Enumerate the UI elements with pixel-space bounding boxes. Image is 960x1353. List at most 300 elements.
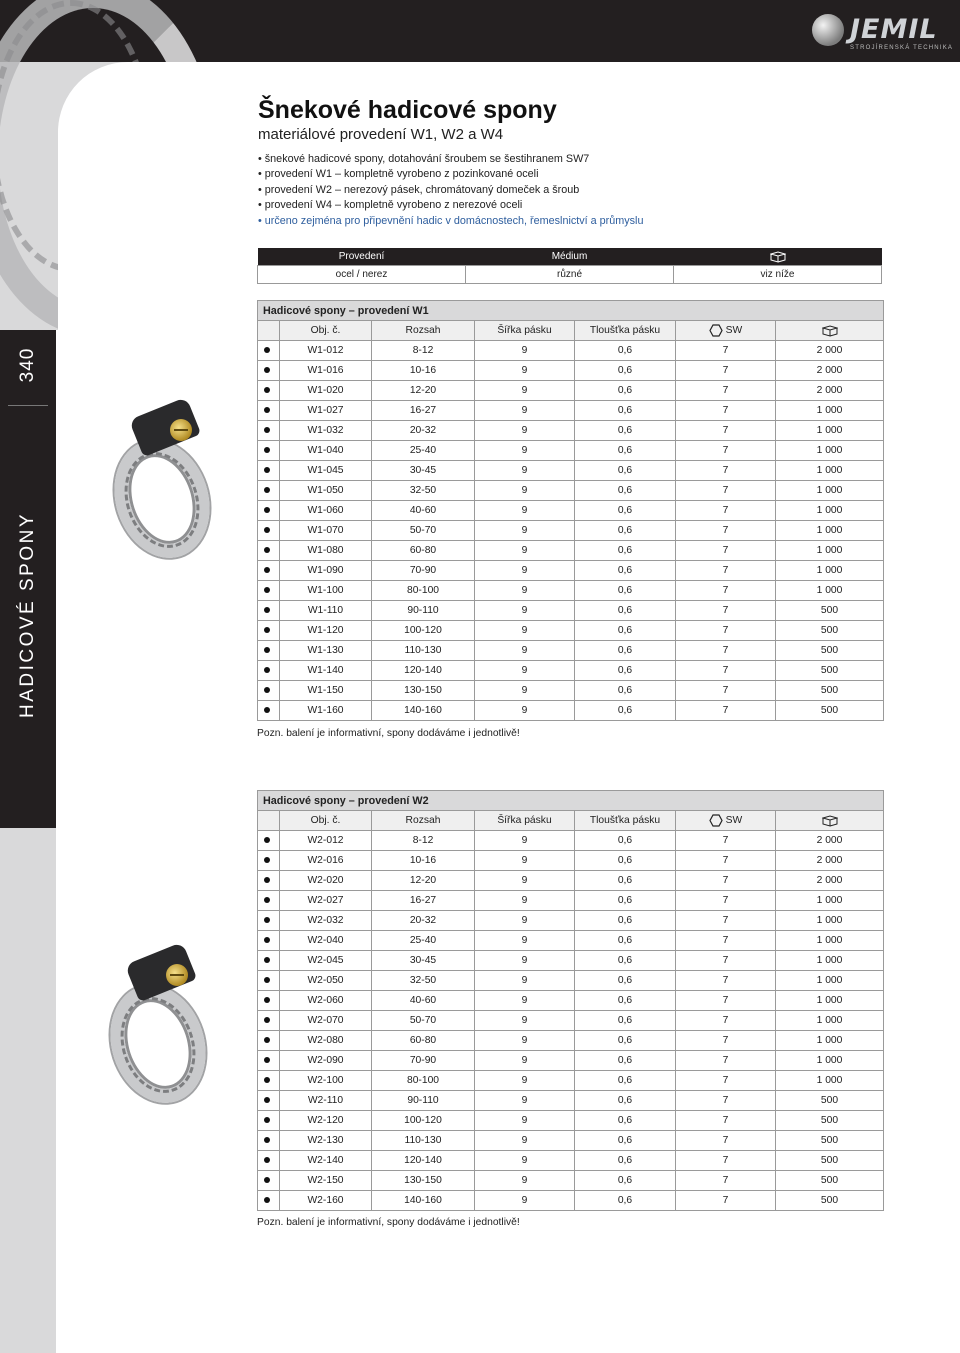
cell-sw: 7 xyxy=(676,561,776,581)
cell-tloustka: 0,6 xyxy=(575,521,676,541)
cell-package: 1 000 xyxy=(776,421,884,441)
cell-sw: 7 xyxy=(676,831,776,851)
cell-obj: W1-080 xyxy=(280,541,372,561)
list-item: • šnekové hadicové spony, dotahování šroubem se šestihranem SW7 xyxy=(258,152,643,167)
cell-sirka: 9 xyxy=(475,381,575,401)
cell-sirka: 9 xyxy=(475,561,575,581)
cell-tloustka: 0,6 xyxy=(575,871,676,891)
availability-dot-icon xyxy=(264,837,270,843)
box-icon xyxy=(822,815,838,827)
table-row xyxy=(258,701,884,721)
cell-sirka: 9 xyxy=(475,1151,575,1171)
cell-sw: 7 xyxy=(676,501,776,521)
col-header-sirka: Šířka pásku xyxy=(475,321,575,341)
cell-sirka: 9 xyxy=(475,481,575,501)
cell-sirka: 9 xyxy=(475,1131,575,1151)
cell-obj: W2-080 xyxy=(280,1031,372,1051)
hose-clamp-w1-image xyxy=(112,405,222,565)
cell-sw: 7 xyxy=(676,991,776,1011)
cell-tloustka: 0,6 xyxy=(575,891,676,911)
cell-rozsah: 90-110 xyxy=(372,601,475,621)
cell-sw: 7 xyxy=(676,1011,776,1031)
cell-package: 500 xyxy=(776,1151,884,1171)
info-value-medium: různé xyxy=(466,266,674,284)
cell-sirka: 9 xyxy=(475,871,575,891)
cell-obj: W2-120 xyxy=(280,1111,372,1131)
cell-rozsah: 50-70 xyxy=(372,1011,475,1031)
availability-dot-icon xyxy=(264,857,270,863)
availability-dot-icon xyxy=(264,1057,270,1063)
cell-rozsah: 100-120 xyxy=(372,621,475,641)
availability-dot-icon xyxy=(264,347,270,353)
cell-sw: 7 xyxy=(676,661,776,681)
availability-dot-icon xyxy=(264,897,270,903)
table-row xyxy=(258,541,884,561)
cell-sirka: 9 xyxy=(475,931,575,951)
cell-rozsah: 30-45 xyxy=(372,461,475,481)
cell-rozsah: 90-110 xyxy=(372,1091,475,1111)
availability-dot-icon xyxy=(264,627,270,633)
info-header-package xyxy=(674,248,882,266)
cell-sw: 7 xyxy=(676,971,776,991)
table-row xyxy=(258,891,884,911)
cell-tloustka: 0,6 xyxy=(575,501,676,521)
cell-package: 1 000 xyxy=(776,461,884,481)
cell-obj: W1-045 xyxy=(280,461,372,481)
cell-obj: W2-100 xyxy=(280,1071,372,1091)
table-row xyxy=(258,1011,884,1031)
table-note: Pozn. balení je informativní, spony dodáváme i jednotlivě! xyxy=(257,728,520,739)
cell-sirka: 9 xyxy=(475,441,575,461)
cell-tloustka: 0,6 xyxy=(575,1111,676,1131)
list-item: • provedení W2 – nerezový pásek, chromátovaný domeček a šroub xyxy=(258,183,643,198)
cell-rozsah: 40-60 xyxy=(372,991,475,1011)
availability-dot-icon xyxy=(264,407,270,413)
cell-sw: 7 xyxy=(676,1071,776,1091)
cell-package: 1 000 xyxy=(776,501,884,521)
list-item: • provedení W4 – kompletně vyrobeno z nerezové oceli xyxy=(258,198,643,213)
table-row xyxy=(258,681,884,701)
cell-obj: W2-150 xyxy=(280,1171,372,1191)
cell-sirka: 9 xyxy=(475,1031,575,1051)
cell-tloustka: 0,6 xyxy=(575,851,676,871)
cell-rozsah: 16-27 xyxy=(372,401,475,421)
cell-sirka: 9 xyxy=(475,1011,575,1031)
cell-package: 2 000 xyxy=(776,871,884,891)
cell-sw: 7 xyxy=(676,341,776,361)
cell-obj: W1-110 xyxy=(280,601,372,621)
cell-obj: W1-070 xyxy=(280,521,372,541)
cell-rozsah: 130-150 xyxy=(372,681,475,701)
availability-dot-icon xyxy=(264,957,270,963)
cell-sw: 7 xyxy=(676,361,776,381)
cell-rozsah: 20-32 xyxy=(372,421,475,441)
table-row xyxy=(258,621,884,641)
cell-sw: 7 xyxy=(676,421,776,441)
logo-emblem-icon xyxy=(812,14,844,46)
cell-rozsah: 110-130 xyxy=(372,641,475,661)
availability-dot-icon xyxy=(264,1077,270,1083)
cell-sw: 7 xyxy=(676,851,776,871)
col-header-tloustka: Tloušťka pásku xyxy=(575,811,676,831)
cell-tloustka: 0,6 xyxy=(575,621,676,641)
table-row xyxy=(258,911,884,931)
cell-tloustka: 0,6 xyxy=(575,1171,676,1191)
cell-tloustka: 0,6 xyxy=(575,641,676,661)
availability-dot-icon xyxy=(264,1157,270,1163)
col-header-package xyxy=(776,321,884,341)
cell-package: 2 000 xyxy=(776,361,884,381)
cell-obj: W2-110 xyxy=(280,1091,372,1111)
cell-rozsah: 32-50 xyxy=(372,481,475,501)
cell-rozsah: 50-70 xyxy=(372,521,475,541)
cell-tloustka: 0,6 xyxy=(575,951,676,971)
cell-package: 500 xyxy=(776,661,884,681)
cell-obj: W1-020 xyxy=(280,381,372,401)
cell-tloustka: 0,6 xyxy=(575,1051,676,1071)
cell-sirka: 9 xyxy=(475,641,575,661)
cell-obj: W1-160 xyxy=(280,701,372,721)
info-header-medium: Médium xyxy=(466,248,674,266)
hose-clamp-w2-image xyxy=(108,950,218,1110)
cell-rozsah: 120-140 xyxy=(372,661,475,681)
table-row xyxy=(258,831,884,851)
cell-rozsah: 16-27 xyxy=(372,891,475,911)
cell-package: 1 000 xyxy=(776,1051,884,1071)
cell-tloustka: 0,6 xyxy=(575,1091,676,1111)
cell-sw: 7 xyxy=(676,1031,776,1051)
availability-dot-icon xyxy=(264,1197,270,1203)
cell-sirka: 9 xyxy=(475,601,575,621)
cell-tloustka: 0,6 xyxy=(575,441,676,461)
cell-rozsah: 140-160 xyxy=(372,1191,475,1211)
cell-obj: W2-012 xyxy=(280,831,372,851)
cell-package: 1 000 xyxy=(776,991,884,1011)
table-row xyxy=(258,971,884,991)
cell-tloustka: 0,6 xyxy=(575,481,676,501)
cell-package: 2 000 xyxy=(776,381,884,401)
table-row xyxy=(258,1031,884,1051)
cell-sirka: 9 xyxy=(475,1191,575,1211)
cell-sw: 7 xyxy=(676,1091,776,1111)
col-header-obj: Obj. č. xyxy=(280,321,372,341)
cell-rozsah: 8-12 xyxy=(372,341,475,361)
availability-dot-icon xyxy=(264,567,270,573)
info-table xyxy=(257,248,882,284)
table-note: Pozn. balení je informativní, spony dodáváme i jednotlivě! xyxy=(257,1217,520,1228)
cell-sw: 7 xyxy=(676,701,776,721)
cell-sirka: 9 xyxy=(475,851,575,871)
cell-obj: W1-090 xyxy=(280,561,372,581)
info-value-material: ocel / nerez xyxy=(258,266,466,284)
cell-sirka: 9 xyxy=(475,1091,575,1111)
availability-dot-icon xyxy=(264,1177,270,1183)
cell-sirka: 9 xyxy=(475,521,575,541)
availability-dot-icon xyxy=(264,667,270,673)
cell-obj: W2-032 xyxy=(280,911,372,931)
cell-sw: 7 xyxy=(676,1191,776,1211)
cell-sirka: 9 xyxy=(475,991,575,1011)
cell-obj: W2-016 xyxy=(280,851,372,871)
table-row xyxy=(258,381,884,401)
cell-sirka: 9 xyxy=(475,951,575,971)
cell-rozsah: 60-80 xyxy=(372,541,475,561)
cell-sw: 7 xyxy=(676,1111,776,1131)
cell-tloustka: 0,6 xyxy=(575,541,676,561)
cell-rozsah: 60-80 xyxy=(372,1031,475,1051)
col-header-rozsah: Rozsah xyxy=(372,321,475,341)
cell-package: 1 000 xyxy=(776,401,884,421)
cell-obj: W1-140 xyxy=(280,661,372,681)
cell-obj: W1-040 xyxy=(280,441,372,461)
cell-obj: W1-012 xyxy=(280,341,372,361)
jemil-logo: JEMIL STROJÍRENSKÁ TECHNIKA xyxy=(812,14,952,54)
cell-tloustka: 0,6 xyxy=(575,461,676,481)
cell-tloustka: 0,6 xyxy=(575,561,676,581)
cell-package: 1 000 xyxy=(776,971,884,991)
cell-package: 500 xyxy=(776,641,884,661)
cell-tloustka: 0,6 xyxy=(575,991,676,1011)
cell-sirka: 9 xyxy=(475,361,575,381)
cell-sirka: 9 xyxy=(475,1111,575,1131)
table-caption: Hadicové spony – provedení W2 xyxy=(258,791,884,811)
feature-list xyxy=(258,152,643,229)
cell-package: 500 xyxy=(776,1091,884,1111)
cell-package: 1 000 xyxy=(776,581,884,601)
col-header-sw: SW xyxy=(676,321,776,341)
cell-tloustka: 0,6 xyxy=(575,421,676,441)
cell-tloustka: 0,6 xyxy=(575,341,676,361)
cell-obj: W1-060 xyxy=(280,501,372,521)
section-title: HADICOVÉ SPONY xyxy=(17,511,38,719)
box-icon xyxy=(822,325,838,337)
cell-obj: W2-050 xyxy=(280,971,372,991)
table-row xyxy=(258,601,884,621)
cell-sw: 7 xyxy=(676,401,776,421)
cell-obj: W1-027 xyxy=(280,401,372,421)
availability-dot-icon xyxy=(264,607,270,613)
availability-dot-icon xyxy=(264,647,270,653)
cell-tloustka: 0,6 xyxy=(575,1131,676,1151)
cell-sw: 7 xyxy=(676,1131,776,1151)
cell-sirka: 9 xyxy=(475,681,575,701)
cell-tloustka: 0,6 xyxy=(575,1031,676,1051)
hexagon-icon xyxy=(709,814,723,827)
cell-sw: 7 xyxy=(676,381,776,401)
cell-rozsah: 120-140 xyxy=(372,1151,475,1171)
cell-package: 500 xyxy=(776,621,884,641)
cell-obj: W1-016 xyxy=(280,361,372,381)
col-header-sw: SW xyxy=(676,811,776,831)
table-w1 xyxy=(257,300,884,721)
cell-package: 1 000 xyxy=(776,1071,884,1091)
cell-sw: 7 xyxy=(676,621,776,641)
cell-tloustka: 0,6 xyxy=(575,381,676,401)
availability-dot-icon xyxy=(264,1097,270,1103)
table-w2 xyxy=(257,790,884,1211)
cell-package: 500 xyxy=(776,601,884,621)
availability-dot-icon xyxy=(264,877,270,883)
cell-obj: W2-090 xyxy=(280,1051,372,1071)
cell-rozsah: 32-50 xyxy=(372,971,475,991)
table-row xyxy=(258,501,884,521)
table-row xyxy=(258,1131,884,1151)
table-row xyxy=(258,421,884,441)
cell-sirka: 9 xyxy=(475,1051,575,1071)
cell-package: 2 000 xyxy=(776,341,884,361)
availability-dot-icon xyxy=(264,527,270,533)
col-header-obj: Obj. č. xyxy=(280,811,372,831)
list-item: • provedení W1 – kompletně vyrobeno z pozinkované oceli xyxy=(258,167,643,182)
cell-sirka: 9 xyxy=(475,661,575,681)
table-row xyxy=(258,641,884,661)
cell-rozsah: 10-16 xyxy=(372,851,475,871)
cell-sirka: 9 xyxy=(475,401,575,421)
cell-tloustka: 0,6 xyxy=(575,661,676,681)
cell-rozsah: 70-90 xyxy=(372,1051,475,1071)
cell-package: 1 000 xyxy=(776,931,884,951)
availability-dot-icon xyxy=(264,487,270,493)
cell-obj: W2-140 xyxy=(280,1151,372,1171)
cell-package: 2 000 xyxy=(776,851,884,871)
table-row xyxy=(258,481,884,501)
cell-tloustka: 0,6 xyxy=(575,911,676,931)
table-row xyxy=(258,401,884,421)
cell-obj: W2-020 xyxy=(280,871,372,891)
cell-sw: 7 xyxy=(676,641,776,661)
cell-obj: W2-060 xyxy=(280,991,372,1011)
cell-obj: W2-130 xyxy=(280,1131,372,1151)
table-row xyxy=(258,581,884,601)
cell-tloustka: 0,6 xyxy=(575,601,676,621)
cell-rozsah: 12-20 xyxy=(372,381,475,401)
cell-package: 1 000 xyxy=(776,561,884,581)
table-row xyxy=(258,441,884,461)
cell-package: 1 000 xyxy=(776,1011,884,1031)
cell-rozsah: 12-20 xyxy=(372,871,475,891)
cell-obj: W1-050 xyxy=(280,481,372,501)
availability-dot-icon xyxy=(264,447,270,453)
availability-dot-icon xyxy=(264,687,270,693)
cell-tloustka: 0,6 xyxy=(575,681,676,701)
cell-obj: W1-120 xyxy=(280,621,372,641)
cell-sw: 7 xyxy=(676,681,776,701)
availability-dot-icon xyxy=(264,1037,270,1043)
table-row xyxy=(258,1151,884,1171)
cell-obj: W1-150 xyxy=(280,681,372,701)
list-item: • určeno zejména pro připevnění hadic v domácnostech, řemeslnictví a průmyslu xyxy=(258,214,643,229)
availability-dot-icon xyxy=(264,467,270,473)
info-value-package: viz níže xyxy=(674,266,882,284)
availability-dot-icon xyxy=(264,547,270,553)
cell-obj: W1-130 xyxy=(280,641,372,661)
cell-package: 2 000 xyxy=(776,831,884,851)
cell-package: 1 000 xyxy=(776,891,884,911)
cell-sw: 7 xyxy=(676,871,776,891)
table-row xyxy=(258,871,884,891)
cell-package: 1 000 xyxy=(776,911,884,931)
cell-package: 1 000 xyxy=(776,521,884,541)
cell-package: 1 000 xyxy=(776,1031,884,1051)
col-header-rozsah: Rozsah xyxy=(372,811,475,831)
availability-dot-icon xyxy=(264,387,270,393)
table-row xyxy=(258,361,884,381)
table-row xyxy=(258,931,884,951)
cell-sirka: 9 xyxy=(475,1171,575,1191)
cell-sirka: 9 xyxy=(475,421,575,441)
table-row xyxy=(258,1091,884,1111)
cell-package: 500 xyxy=(776,1131,884,1151)
cell-rozsah: 110-130 xyxy=(372,1131,475,1151)
cell-rozsah: 20-32 xyxy=(372,911,475,931)
cell-tloustka: 0,6 xyxy=(575,701,676,721)
header-corner-image xyxy=(0,0,257,330)
cell-sirka: 9 xyxy=(475,341,575,361)
cell-rozsah: 8-12 xyxy=(372,831,475,851)
hexagon-icon xyxy=(709,324,723,337)
table-row xyxy=(258,1111,884,1131)
availability-dot-icon xyxy=(264,1137,270,1143)
cell-rozsah: 25-40 xyxy=(372,931,475,951)
cell-rozsah: 100-120 xyxy=(372,1111,475,1131)
cell-package: 1 000 xyxy=(776,441,884,461)
page-title: Šnekové hadicové spony xyxy=(258,96,557,124)
cell-obj: W2-040 xyxy=(280,931,372,951)
cell-obj: W1-032 xyxy=(280,421,372,441)
availability-dot-icon xyxy=(264,997,270,1003)
cell-tloustka: 0,6 xyxy=(575,931,676,951)
page-subtitle: materiálové provedení W1, W2 a W4 xyxy=(258,126,504,143)
box-icon xyxy=(770,251,786,263)
cell-package: 500 xyxy=(776,681,884,701)
cell-tloustka: 0,6 xyxy=(575,1151,676,1171)
cell-sirka: 9 xyxy=(475,911,575,931)
table-row xyxy=(258,1051,884,1071)
cell-tloustka: 0,6 xyxy=(575,831,676,851)
table-row xyxy=(258,1191,884,1211)
cell-obj: W2-045 xyxy=(280,951,372,971)
cell-sw: 7 xyxy=(676,481,776,501)
cell-sirka: 9 xyxy=(475,581,575,601)
table-row xyxy=(258,991,884,1011)
availability-dot-icon xyxy=(264,367,270,373)
cell-rozsah: 140-160 xyxy=(372,701,475,721)
cell-tloustka: 0,6 xyxy=(575,361,676,381)
cell-sw: 7 xyxy=(676,951,776,971)
cell-tloustka: 0,6 xyxy=(575,971,676,991)
availability-dot-icon xyxy=(264,937,270,943)
cell-sw: 7 xyxy=(676,1051,776,1071)
cell-sirka: 9 xyxy=(475,1071,575,1091)
table-row xyxy=(258,1071,884,1091)
cell-package: 500 xyxy=(776,1111,884,1131)
cell-sirka: 9 xyxy=(475,971,575,991)
cell-package: 500 xyxy=(776,1191,884,1211)
cell-sw: 7 xyxy=(676,1171,776,1191)
cell-obj: W2-027 xyxy=(280,891,372,911)
cell-sw: 7 xyxy=(676,541,776,561)
cell-sirka: 9 xyxy=(475,701,575,721)
availability-dot-icon xyxy=(264,507,270,513)
cell-sirka: 9 xyxy=(475,541,575,561)
cell-sirka: 9 xyxy=(475,831,575,851)
cell-sw: 7 xyxy=(676,911,776,931)
info-header-provedeni: Provedení xyxy=(258,248,466,266)
availability-dot-icon xyxy=(264,917,270,923)
table-row xyxy=(258,561,884,581)
availability-dot-icon xyxy=(264,587,270,593)
cell-package: 500 xyxy=(776,701,884,721)
